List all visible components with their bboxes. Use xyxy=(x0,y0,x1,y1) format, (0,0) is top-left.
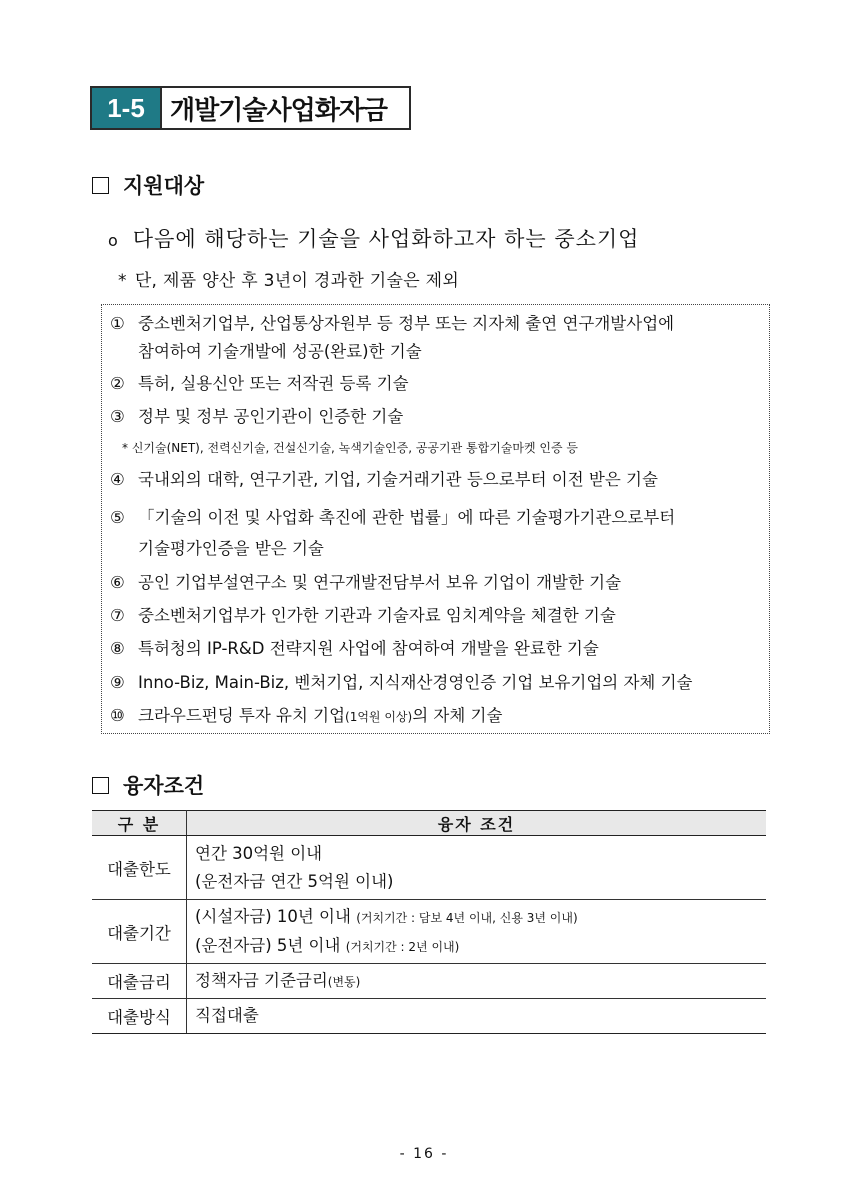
list-item: ⑨ Inno-Biz, Main-Biz, 벤처기업, 지식재산경영인증 기업 보유기업의 자체 기술 xyxy=(110,673,693,692)
list-item: ⑥ 공인 기업부설연구소 및 연구개발전담부서 보유 기업이 개발한 기술 xyxy=(110,573,622,592)
table-header-category: 구 분 xyxy=(92,811,187,836)
list-item: ③ 정부 및 정부 공인기관이 인증한 기술 xyxy=(110,407,404,426)
loan-terms-table xyxy=(92,810,766,1034)
list-item: ② 특허, 실용신안 또는 저작권 등록 기술 xyxy=(110,374,409,393)
table-header-terms: 융자 조건 xyxy=(187,811,767,836)
heading-loan-terms-text: 융자조건 xyxy=(123,773,205,798)
target-text: 다음에 해당하는 기술을 사업화하고자 하는 중소기업 xyxy=(132,227,640,251)
heading-loan-terms xyxy=(92,770,204,800)
list-item: ⑦ 중소벤처기업부가 인가한 기관과 기술자료 임치계약을 체결한 기술 xyxy=(110,606,616,625)
list-item: ⑤ 「기술의 이전 및 사업화 촉진에 관한 법률」에 따른 기술평가기관으로부터 xyxy=(110,508,676,527)
list-item: ⑩ 크라우드펀딩 투자 유치 기업(1억원 이상)의 자체 기술 xyxy=(110,706,503,725)
list-item: ① 중소벤처기업부, 산업통상자원부 등 정부 또는 지자체 출연 연구개발사업에 xyxy=(110,314,675,333)
section-title: 개발기술사업화자금 xyxy=(170,95,388,126)
note-marker: * xyxy=(118,271,127,291)
target-description xyxy=(108,223,639,253)
table-header-row xyxy=(92,811,766,836)
eligible-tech-list xyxy=(101,304,770,734)
exclusion-note xyxy=(118,266,459,291)
list-item: ⑧ 특허청의 IP-R&D 전략지원 사업에 참여하여 개발을 완료한 기술 xyxy=(110,639,599,658)
list-item-continuation: 참여하여 기술개발에 성공(완료)한 기술 xyxy=(138,342,422,361)
list-subnote: * 신기술(NET), 전력신기술, 건설신기술, 녹색기술인증, 공공기관 통합기술마켓 인증 등 xyxy=(122,441,578,455)
table-row: 대출기간 (시설자금) 10년 이내 (거치기간 : 담보 4년 이내, 신용 3년 이내) (운전자금) 5년 이내 (거치기간 : 2년 이내) xyxy=(92,900,766,964)
section-title-box xyxy=(90,86,411,130)
table-row: 대출한도 연간 30억원 이내 (운전자금 연간 5억원 이내) xyxy=(92,836,766,900)
note-text: 단, 제품 양산 후 3년이 경과한 기술은 제외 xyxy=(134,271,460,291)
bullet-marker: o xyxy=(108,231,119,250)
heading-support-target-text: 지원대상 xyxy=(123,173,205,198)
section-number: 1-5 xyxy=(92,88,162,128)
checkbox-icon xyxy=(92,777,109,794)
table-row: 대출방식 직접대출 xyxy=(92,999,766,1034)
page-number: - 16 - xyxy=(399,1146,449,1162)
checkbox-icon xyxy=(92,177,109,194)
table-row: 대출금리 정책자금 기준금리(변동) xyxy=(92,964,766,999)
list-item-continuation: 기술평가인증을 받은 기술 xyxy=(138,539,324,558)
heading-support-target xyxy=(92,170,204,200)
list-item: ④ 국내외의 대학, 연구기관, 기업, 기술거래기관 등으로부터 이전 받은 기술 xyxy=(110,470,658,489)
